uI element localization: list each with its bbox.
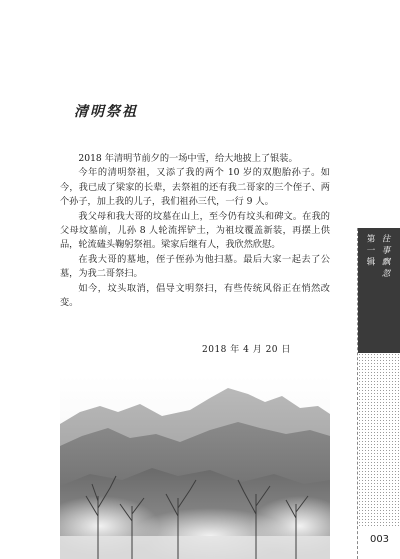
article-title: 清明祭祖 <box>74 104 138 120</box>
paragraph: 2018 年清明节前夕的一场中雪，给大地披上了银装。 <box>78 153 298 164</box>
chapter-label: 第一辑 <box>365 234 375 269</box>
chapter-subtitle: 往事飘忽 <box>380 234 390 280</box>
article-body <box>60 152 330 310</box>
page-number: 003 <box>369 534 390 545</box>
paragraph: 我父母和我大哥的坟墓在山上，至今仍有坟头和碑文。在我的父母坟墓前，儿孙 8 人轮流挥铲土，为祖坟覆盖新装，再摆上供品，轮流磕头鞠躬祭祖。梁家后继有人，我欣然欣慰。 <box>60 210 330 251</box>
article-date: 2018 年 4 月 20 日 <box>202 345 291 355</box>
paragraph: 在我大哥的墓地，侄子侄孙为他扫墓。最后大家一起去了公墓，为我二哥祭扫。 <box>60 253 330 280</box>
chapter-sidebar <box>357 228 400 559</box>
dot-pattern <box>358 353 400 528</box>
mountain-landscape-photo <box>60 376 330 559</box>
chapter-band <box>358 228 400 353</box>
paragraph: 如今，坟头取消，倡导文明祭扫，有些传统风俗正在悄然改变。 <box>60 282 330 309</box>
paragraph: 今年的清明祭祖，又添了我的两个 10 岁的双胞胎孙子。如今，我已成了梁家的长辈，去祭祖的还有我二哥家的三个侄子、两个孙子，加上我的儿子，我们祖孙三代，一行 9 人。 <box>60 167 330 208</box>
